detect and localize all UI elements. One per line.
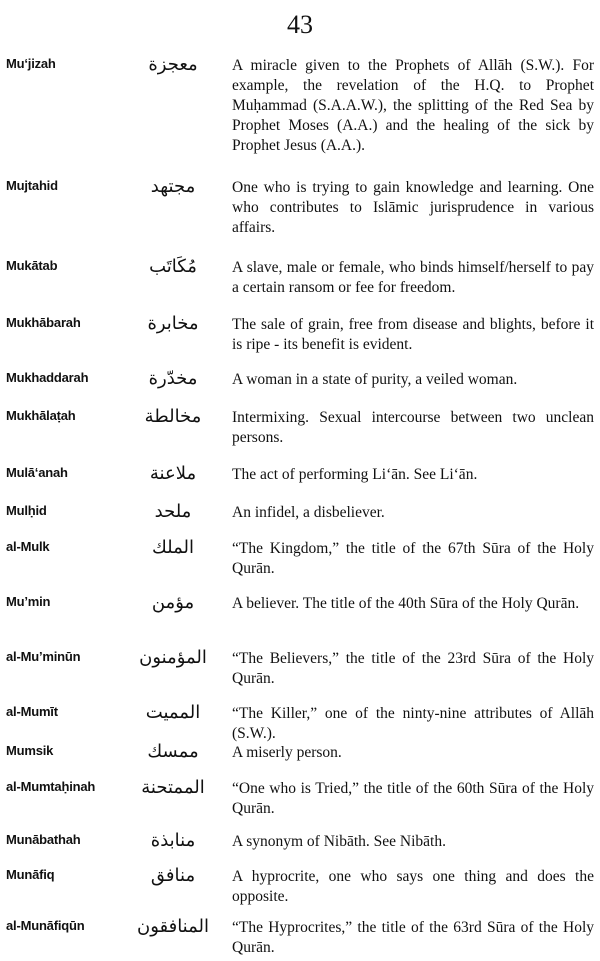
entry-arabic: معجزة [148, 54, 198, 75]
entry-arabic: ملاعنة [149, 463, 197, 484]
entry-definition: A miserly person. [232, 744, 342, 761]
entry-term: al-Munāfiqūn [6, 918, 85, 933]
entry-term: Mu‘jizah [6, 56, 56, 71]
entry-definition: A miracle given to the Prophets of Allāh (S.W.). For example, the revelation of the H.Q. to Prophet Muḥammad (S.A.A.W.), the splitting of the Red Sea by Prophet Moses (A.A.) and the healing of the sick by Prophet Jesus (A.A.). [232, 57, 594, 154]
entry-definition: The sale of grain, free from disease and blights, before it is ripe - its benefit is evident. [232, 316, 594, 353]
entry-term: al-Mu’minūn [6, 649, 81, 664]
entry-definition: “The Kingdom,” the title of the 67th Sūra of the Holy Qurān. [232, 540, 594, 577]
entry-definition: The act of performing Li‘ān. See Li‘ān. [232, 466, 478, 483]
entry-definition: “The Hyprocrites,” the title of the 63rd Sūra of the Holy Qurān. [232, 919, 594, 956]
entry-arabic: ممسك [147, 741, 199, 762]
entry-definition: A hyprocrite, one who says one thing and does the opposite. [232, 868, 594, 905]
entry-definition: One who is trying to gain knowledge and learning. One who contributes to Islāmic jurisprudence in various affairs. [232, 179, 594, 236]
entry-term: Mumsik [6, 743, 54, 758]
entry-arabic: منابذة [150, 830, 196, 851]
entry-term: Mukhaddarah [6, 370, 89, 385]
entry-definition: A woman in a state of purity, a veiled woman. [232, 371, 518, 388]
entry-definition: An infidel, a disbeliever. [232, 504, 385, 521]
entry-arabic: مخالطة [144, 406, 202, 427]
entry-definition: A believer. The title of the 40th Sūra of the Holy Qurān. [232, 595, 580, 612]
entry-arabic: مخابرة [147, 313, 199, 334]
entry-term: Mukhābarah [6, 315, 81, 330]
entry-definition: A slave, male or female, who binds himself/herself to pay a certain ransom or fee for freedom. [232, 259, 594, 296]
entry-arabic: مجتهد [150, 176, 196, 197]
entry-arabic: المؤمنون [139, 647, 207, 668]
entry-definition: “The Killer,” one of the ninty-nine attributes of Allāh (S.W.). [232, 705, 594, 742]
entry-term: Munābathah [6, 832, 81, 847]
entry-arabic: المميت [145, 702, 201, 723]
entry-arabic: مُكَاتَب [149, 256, 197, 277]
entry-term: al-Mumtaḥinah [6, 779, 96, 794]
page-number: 43 [287, 10, 313, 39]
entry-definition: Intermixing. Sexual intercourse between two unclean persons. [232, 409, 594, 446]
entry-definition: A synonym of Nibāth. See Nibāth. [232, 833, 446, 850]
entry-definition: “The Believers,” the title of the 23rd Sūra of the Holy Qurān. [232, 650, 594, 687]
entry-definition: “One who is Tried,” the title of the 60th Sūra of the Holy Qurān. [232, 780, 594, 817]
entry-arabic: مخدّرة [148, 368, 198, 389]
entry-arabic: الممتحنة [141, 777, 205, 798]
entry-term: Mulḥid [6, 503, 47, 518]
entry-term: Mujtahid [6, 178, 58, 193]
entry-term: Mu’min [6, 594, 51, 609]
entry-term: Munāfiq [6, 867, 55, 882]
entry-term: al-Mumīt [6, 704, 58, 719]
entry-term: Mukātab [6, 258, 58, 273]
entry-arabic: الملك [151, 537, 195, 558]
entry-arabic: ملحد [154, 501, 192, 522]
entry-arabic: المنافقون [136, 916, 210, 937]
entry-arabic: منافق [150, 865, 196, 886]
entry-term: al-Mulk [6, 539, 50, 554]
entry-term: Mulā‘anah [6, 465, 68, 480]
entry-term: Mukhālaṭah [6, 408, 76, 423]
entry-arabic: مؤمن [151, 592, 195, 613]
